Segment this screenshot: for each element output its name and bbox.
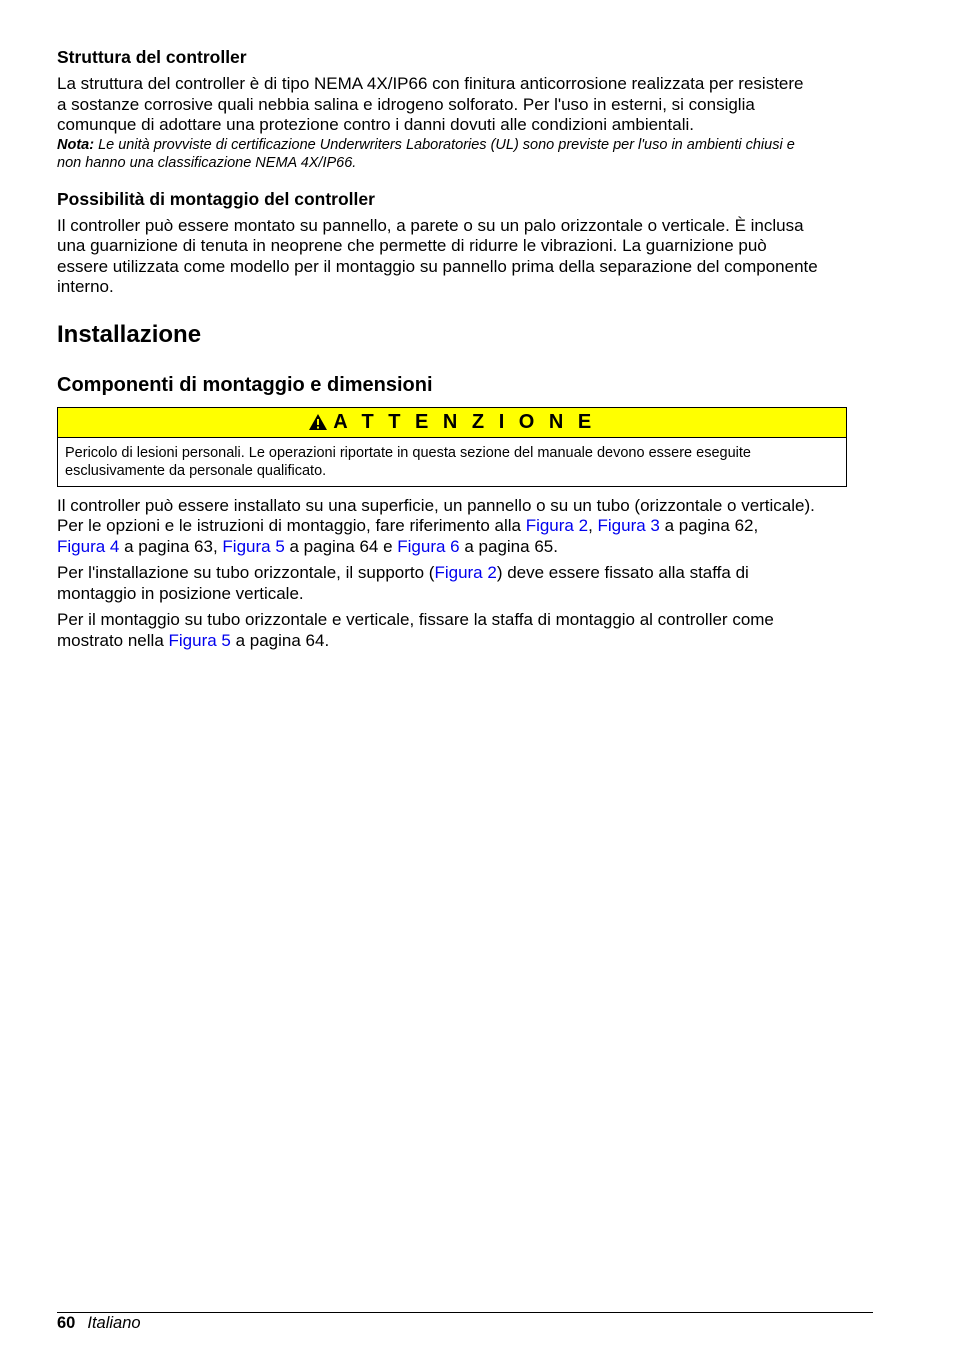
text-run: mostrato nella <box>57 630 169 650</box>
paragraph-struttura <box>57 74 873 136</box>
link-figura-2[interactable]: Figura 2 <box>434 563 497 582</box>
note-text: Le unità provviste di certificazione Underwriters Laboratories (UL) sono previste per l'uso in ambienti chiusi e <box>94 136 795 153</box>
page-content <box>57 46 873 651</box>
text-line: essere utilizzata come modello per il montaggio su pannello prima della separazione del componente <box>57 256 818 276</box>
section-heading-montaggio: Possibilità di montaggio del controller <box>57 188 375 209</box>
warning-triangle-icon <box>308 413 328 431</box>
caution-box <box>57 407 847 487</box>
link-figura-5[interactable]: Figura 5 <box>222 536 285 556</box>
text-run: , <box>588 516 598 535</box>
paragraph-staffa <box>57 610 873 651</box>
text-run: Per le opzioni e le istruzioni di montaggio, fare riferimento alla <box>57 516 526 535</box>
link-figura-6[interactable]: Figura 6 <box>397 536 460 556</box>
caution-text <box>58 438 846 486</box>
chapter-title: Installazione <box>57 320 202 348</box>
text-line: una guarnizione di tenuta in neoprene che permette di ridurre le vibrazioni. La guarnizione può <box>57 236 767 255</box>
text-line: La struttura del controller è di tipo NEMA 4X/IP66 con finitura anticorrosione realizzata per resistere <box>57 74 804 93</box>
paragraph-montaggio <box>57 216 873 298</box>
note-ul <box>57 136 873 172</box>
text-line: Il controller può essere installato su una superficie, un pannello o su un tubo (orizzontale o verticale). <box>57 495 815 515</box>
text-run: a pagina 63, <box>119 536 223 556</box>
text-line: esclusivamente da personale qualificato. <box>65 462 327 479</box>
text-line: interno. <box>57 277 114 296</box>
text-run: ) deve essere fissato alla staffa di <box>496 563 749 582</box>
link-figura-2[interactable]: Figura 2 <box>525 516 589 535</box>
caution-title: A T T E N Z I O N E <box>333 410 596 433</box>
text-run: a pagina 64 e <box>284 536 398 556</box>
note-text: non hanno una classificazione NEMA 4X/IP66. <box>57 154 357 171</box>
text-line: a sostanze corrosive quali nebbia salina e idrogeno solforato. Per l'uso in esterni, si consiglia <box>57 94 755 114</box>
caution-header <box>58 408 846 438</box>
text-line: Per il montaggio su tubo orizzontale e verticale, fissare la staffa di montaggio al controller come <box>57 610 774 629</box>
section-title: Componenti di montaggio e dimensioni <box>57 373 433 396</box>
footer-language: Italiano <box>87 1314 141 1332</box>
link-figura-3[interactable]: Figura 3 <box>597 516 660 535</box>
text-line: Il controller può essere montato su pannello, a parete o su un palo orizzontale o verticale. È inclusa <box>57 215 804 235</box>
paragraph-installazione <box>57 496 873 558</box>
text-line: montaggio in posizione verticale. <box>57 583 304 603</box>
text-run: a pagina 65. <box>459 536 558 556</box>
text-run: a pagina 62, <box>659 516 759 535</box>
text-line: comunque di adottare una protezione contro i danni dovuti alle condizioni ambientali. <box>57 115 694 134</box>
paragraph-tubo-orizzontale <box>57 563 873 604</box>
text-run: a pagina 64. <box>230 630 330 650</box>
link-figura-4[interactable]: Figura 4 <box>57 536 120 556</box>
text-run: Per l'installazione su tubo orizzontale, il supporto ( <box>57 563 435 582</box>
link-figura-5[interactable]: Figura 5 <box>168 630 231 650</box>
section-heading-struttura: Struttura del controller <box>57 47 247 67</box>
note-label: Nota: <box>57 136 95 153</box>
text-line: Pericolo di lesioni personali. Le operazioni riportate in questa sezione del manuale devono essere eseguite <box>65 444 751 461</box>
page-number: 60 <box>57 1314 76 1332</box>
page-footer <box>57 1312 873 1332</box>
